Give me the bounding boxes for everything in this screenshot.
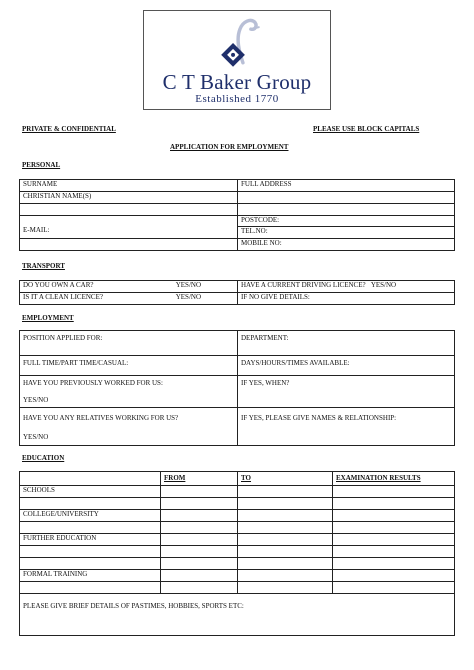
- education-cell[interactable]: [333, 510, 455, 522]
- if-yes-when-field[interactable]: IF YES, WHEN?: [238, 376, 455, 408]
- christian-names-field[interactable]: CHRISTIAN NAME(S): [20, 192, 238, 204]
- education-col-to: TO: [238, 472, 333, 486]
- tel-field[interactable]: TEL.NO:: [241, 227, 268, 235]
- education-cell[interactable]: [161, 558, 238, 570]
- established-text: Established 1770: [195, 93, 279, 105]
- education-cell[interactable]: [333, 486, 455, 498]
- education-cell[interactable]: [238, 570, 333, 582]
- education-col-from: FROM: [161, 472, 238, 486]
- own-car-label: DO YOU OWN A CAR?: [23, 281, 94, 289]
- clean-licence-field[interactable]: [20, 293, 238, 305]
- education-row-label: FORMAL TRAINING: [20, 570, 161, 582]
- block-capitals-note: PLEASE USE BLOCK CAPITALS: [313, 125, 420, 133]
- transport-table: [19, 280, 455, 305]
- education-cell[interactable]: [333, 534, 455, 546]
- education-cell[interactable]: [238, 522, 333, 534]
- worked-before-field[interactable]: [20, 376, 238, 408]
- education-cell[interactable]: [161, 570, 238, 582]
- days-hours-field[interactable]: DAYS/HOURS/TIMES AVAILABLE:: [238, 356, 455, 376]
- education-row-label: FURTHER EDUCATION: [20, 534, 161, 546]
- education-cell[interactable]: [20, 498, 161, 510]
- education-cell[interactable]: [20, 558, 161, 570]
- education-table: [19, 471, 455, 636]
- employment-table: [19, 330, 455, 446]
- education-col-blank: [20, 472, 161, 486]
- education-cell[interactable]: [161, 582, 238, 594]
- address-line-1[interactable]: [238, 192, 455, 204]
- own-car-option: YES/NO: [175, 281, 201, 289]
- company-logo: [143, 10, 331, 110]
- own-car-field[interactable]: [20, 281, 238, 293]
- section-heading-personal: PERSONAL: [22, 161, 61, 169]
- clean-licence-option: YES/NO: [175, 293, 201, 301]
- driving-licence-field[interactable]: [238, 281, 455, 293]
- education-cell[interactable]: [333, 558, 455, 570]
- address-line-2[interactable]: [238, 204, 455, 216]
- relatives-field[interactable]: [20, 408, 238, 446]
- education-cell[interactable]: [238, 486, 333, 498]
- worked-before-label: HAVE YOU PREVIOUSLY WORKED FOR US:: [23, 379, 163, 387]
- education-cell[interactable]: [333, 522, 455, 534]
- postcode-field[interactable]: POSTCODE:: [238, 216, 454, 227]
- education-cell[interactable]: [333, 582, 455, 594]
- if-no-details-field[interactable]: IF NO GIVE DETAILS:: [238, 293, 455, 305]
- email-label: E-MAIL:: [23, 226, 50, 234]
- education-cell[interactable]: [161, 522, 238, 534]
- mobile-field[interactable]: MOBILE NO:: [238, 239, 455, 251]
- education-cell[interactable]: [238, 582, 333, 594]
- relatives-names-field[interactable]: IF YES, PLEASE GIVE NAMES & RELATIONSHIP:: [238, 408, 455, 446]
- clean-licence-label: IS IT A CLEAN LICENCE?: [23, 293, 103, 301]
- education-row-label: SCHOOLS: [20, 486, 161, 498]
- worked-before-option: YES/NO: [23, 396, 49, 404]
- education-cell[interactable]: [333, 546, 455, 558]
- pastimes-field[interactable]: PLEASE GIVE BRIEF DETAILS OF PASTIMES, HOBBIES, SPORTS ETC:: [20, 594, 455, 636]
- education-col-results: EXAMINATION RESULTS: [333, 472, 455, 486]
- education-cell[interactable]: [161, 546, 238, 558]
- education-cell[interactable]: [238, 558, 333, 570]
- education-cell[interactable]: [161, 534, 238, 546]
- relatives-label: HAVE YOU ANY RELATIVES WORKING FOR US?: [23, 414, 179, 422]
- education-cell[interactable]: [333, 498, 455, 510]
- postcode-tel-cell: [238, 216, 455, 239]
- surname-field[interactable]: SURNAME: [20, 180, 238, 192]
- education-cell[interactable]: [161, 498, 238, 510]
- relatives-option: YES/NO: [23, 433, 49, 441]
- position-field[interactable]: POSITION APPLIED FOR:: [20, 331, 238, 356]
- education-cell[interactable]: [20, 582, 161, 594]
- education-cell[interactable]: [238, 510, 333, 522]
- personal-table: [19, 179, 455, 251]
- page-title: APPLICATION FOR EMPLOYMENT: [170, 143, 289, 151]
- education-cell[interactable]: [238, 546, 333, 558]
- section-heading-employment: EMPLOYMENT: [22, 314, 74, 322]
- full-time-field[interactable]: FULL TIME/PART TIME/CASUAL:: [20, 356, 238, 376]
- department-field[interactable]: DEPARTMENT:: [238, 331, 455, 356]
- personal-blank-cell[interactable]: [20, 204, 238, 216]
- education-row-label: COLLEGE/UNIVERSITY: [20, 510, 161, 522]
- swan-emblem-icon: [144, 11, 330, 71]
- education-cell[interactable]: [333, 570, 455, 582]
- education-cell[interactable]: [20, 522, 161, 534]
- education-cell[interactable]: [161, 486, 238, 498]
- section-heading-transport: TRANSPORT: [22, 262, 65, 270]
- personal-blank-cell-2[interactable]: [20, 239, 238, 251]
- private-confidential: PRIVATE & CONFIDENTIAL: [22, 125, 116, 133]
- driving-licence-option: YES/NO: [370, 281, 397, 289]
- section-heading-education: EDUCATION: [22, 454, 65, 462]
- company-name: C T Baker Group: [162, 70, 312, 94]
- education-cell[interactable]: [238, 498, 333, 510]
- education-cell[interactable]: [161, 510, 238, 522]
- education-cell[interactable]: [20, 546, 161, 558]
- driving-licence-label: HAVE A CURRENT DRIVING LICENCE?: [241, 281, 366, 289]
- email-field[interactable]: [20, 216, 238, 239]
- full-address-field[interactable]: FULL ADDRESS: [238, 180, 455, 192]
- education-cell[interactable]: [238, 534, 333, 546]
